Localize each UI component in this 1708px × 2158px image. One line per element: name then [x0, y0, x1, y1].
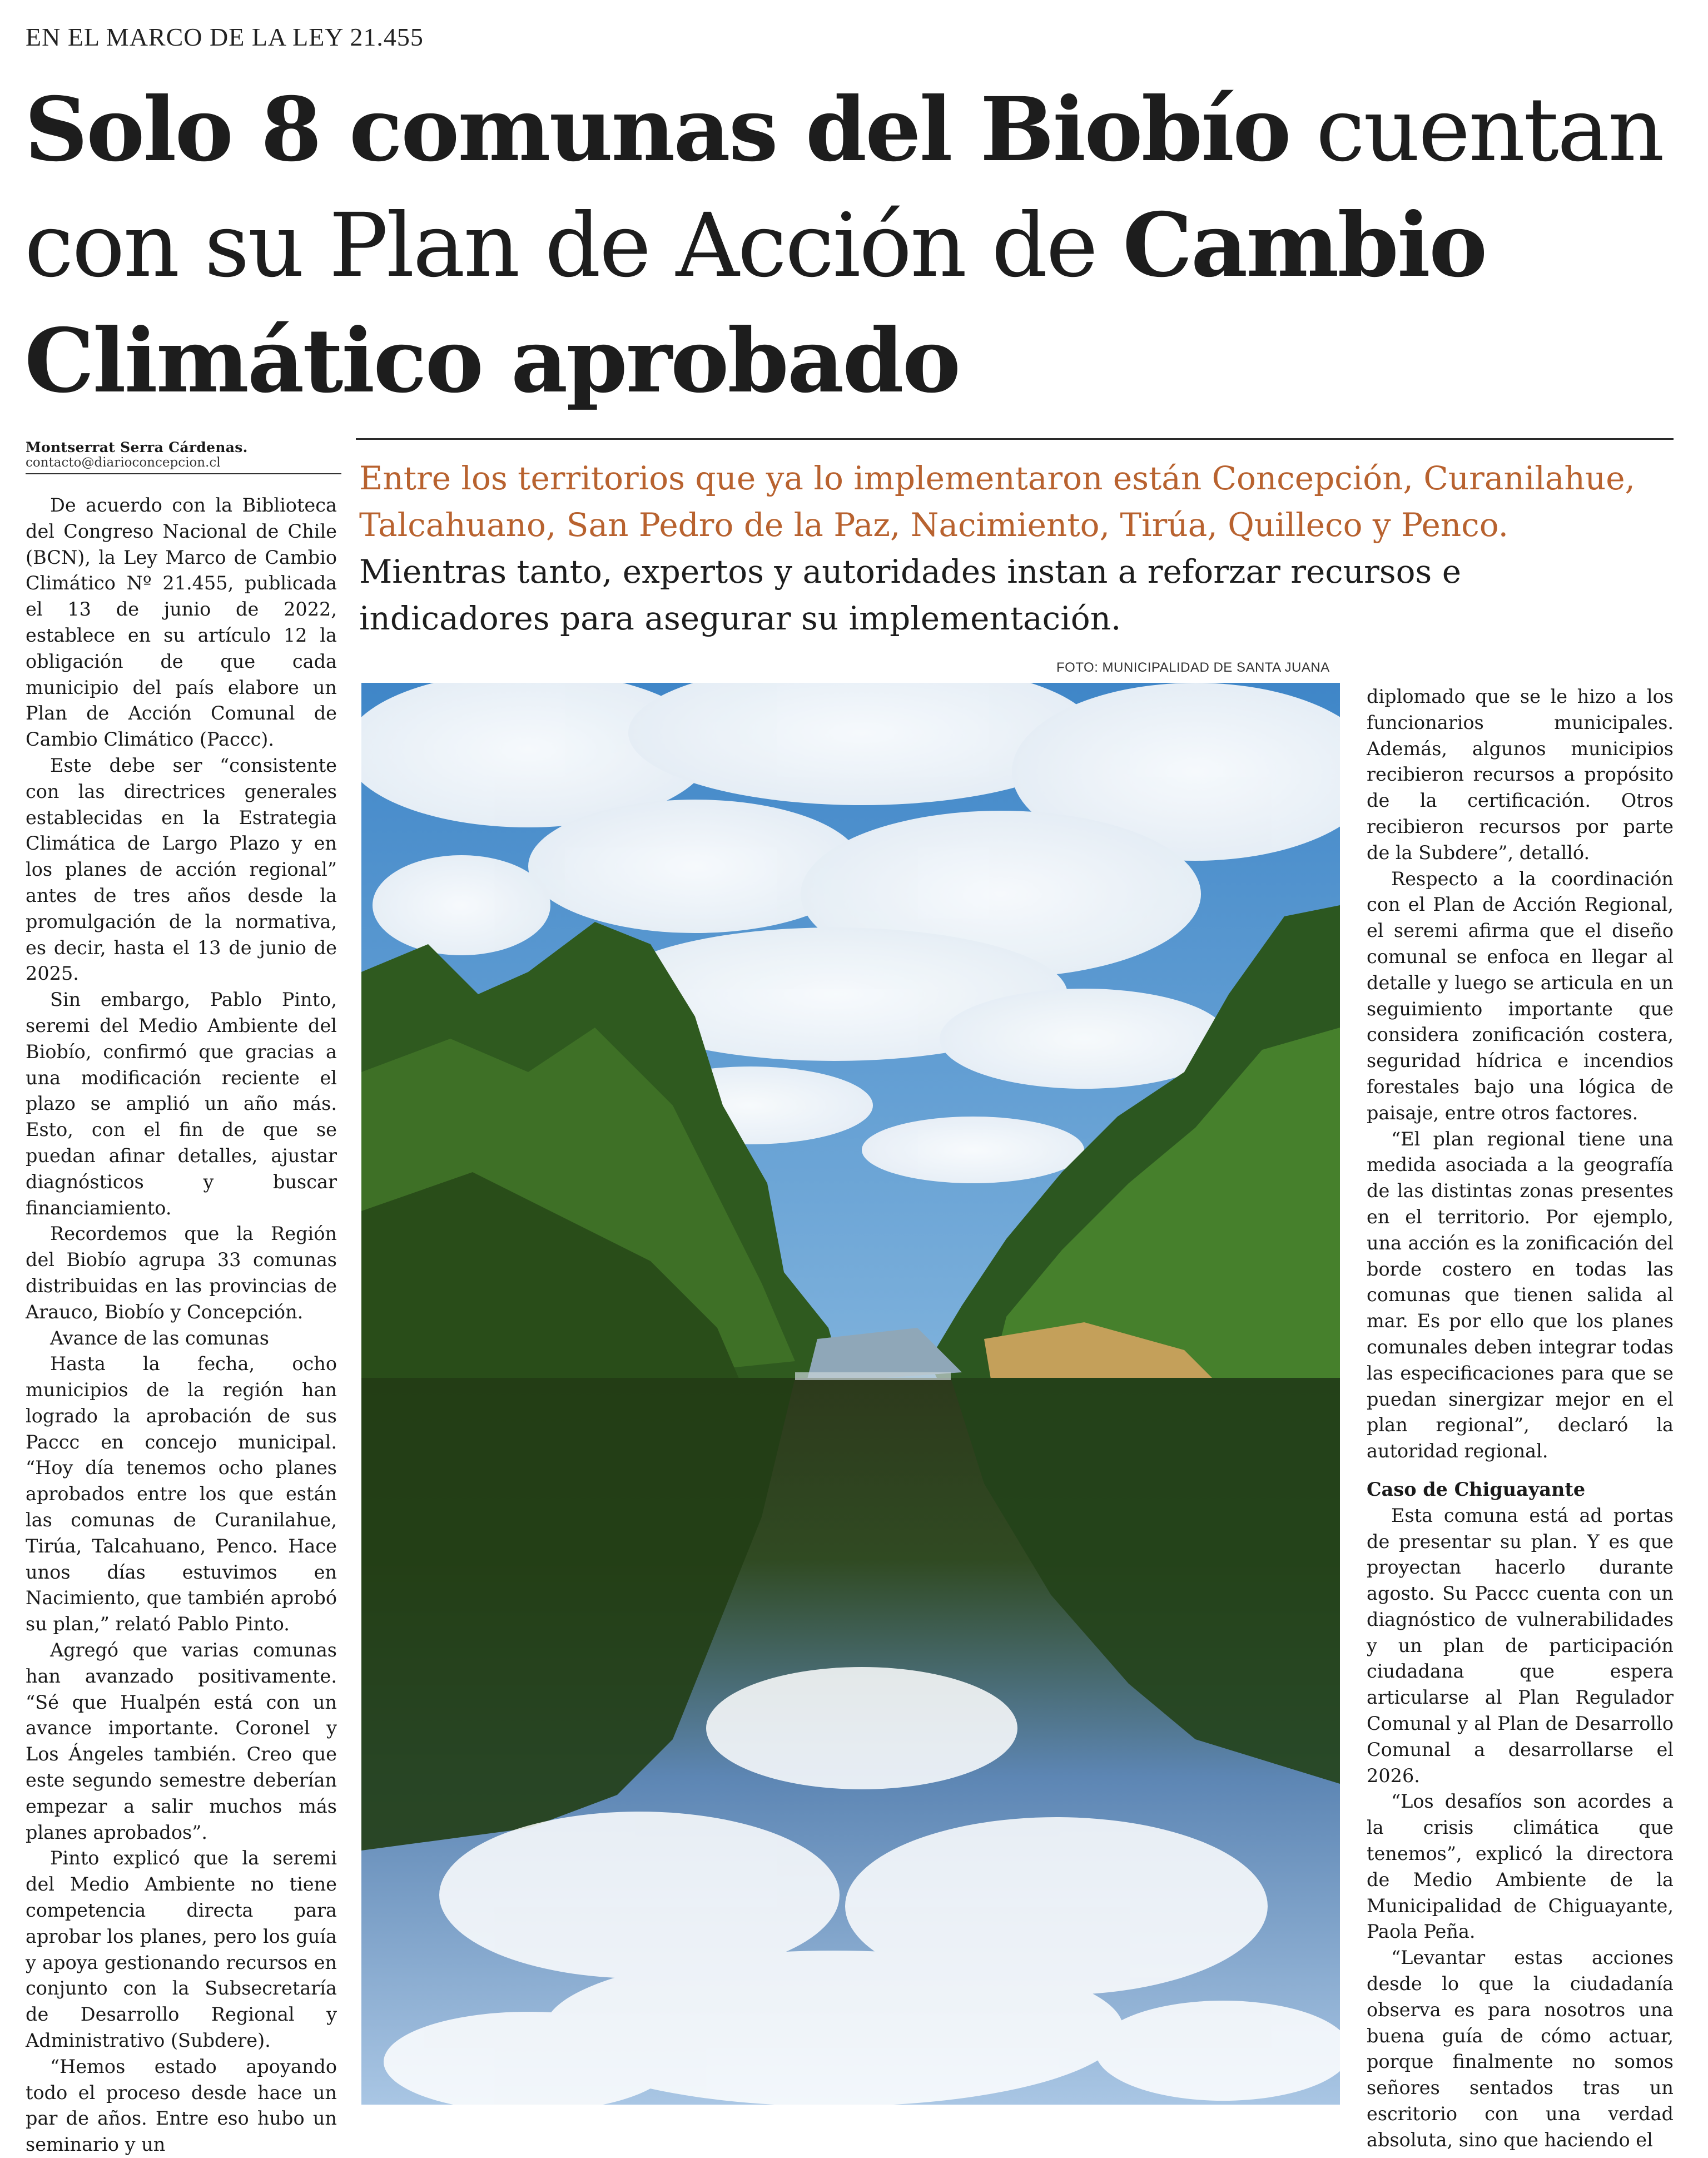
paragraph: Esta comuna está ad portas de presentar su plan. Y es que proyectan hacerlo durante agosto. Su Paccc cuenta con un diagnóstico de vulnerabilidades y un plan de participación ciudadana que espera articularse al Plan Regulador Comunal y al Plan de Desarrollo Comunal a desarrollarse el 2026.: [1367, 1504, 1674, 1787]
headline-regular-part: cuentan con su Plan de Acción de: [24, 79, 1663, 297]
headline: [24, 72, 1670, 419]
paragraph: Hasta la fecha, ocho municipios de la región han logrado la aprobación de sus Paccc en concejo municipal. “Hoy día tenemos ocho planes aprobados entre los que están las comunas de Curanilahue, Tirúa, Talcahuano, Penco. Hace unos días estuvimos en Nacimiento, que también aprobó su plan,” relató Pablo Pinto.: [26, 1353, 337, 1635]
paragraph: Recordemos que la Región del Biobío agrupa 33 comunas distribuidas en las provincias de Arauco, Biobío y Concepción.: [26, 1223, 337, 1323]
paragraph: “Los desafíos son acordes a la crisis climática que tenemos”, explicó la directora de Medio Ambiente de la Municipalidad de Chiguayante, Paola Peña.: [1367, 1790, 1674, 1943]
body-column-1: [26, 493, 337, 2158]
lead-paragraph: [359, 455, 1655, 642]
paragraph: Respecto a la coordinación con el Plan de Acción Regional, el seremi afirma que el diseño comunal se enfoca en llegar al detalle y luego se articula en un seguimiento importante que considera zonificación costera, seguridad hídrica e incendios forestales bajo una lógica de paisaje, entre otros factores.: [1367, 867, 1674, 1124]
paragraph: Sin embargo, Pablo Pinto, seremi del Medio Ambiente del Biobío, confirmó que gracias a una modificación reciente el plazo se amplió un año más. Esto, con el fin de que se puedan afinar detalles, ajustar diagnósticos y buscar financiamiento.: [26, 989, 337, 1219]
lead-divider: [356, 438, 1674, 440]
headline-bold-part-1: Solo 8 comunas del Biobío: [24, 78, 1290, 181]
byline: [26, 439, 341, 474]
paragraph: De acuerdo con la Biblioteca del Congreso Nacional de Chile (BCN), la Ley Marco de Cambio Climático Nº 21.455, publicada el 13 de junio de 2022, establece en su artículo 12 la obligación de que cada municipio del país elabore un Plan de Acción Comunal de Cambio Climático (Paccc).: [26, 494, 337, 751]
photo-credit: FOTO: MUNICIPALIDAD DE SANTA JUANA: [1056, 660, 1330, 675]
subheading: Caso de Chiguayante: [1367, 1478, 1586, 1500]
lead-highlight: Entre los territorios que ya lo implementaron están Concepción, Curanilahue, Talcahuano, San Pedro de la Paz, Nacimiento, Tirúa, Quilleco y Penco.: [359, 459, 1635, 544]
paragraph: Este debe ser “consistente con las directrices generales establecidas en la Estrategia Climática de Largo Plazo y en los planes de acción regional” antes de tres años desde la promulgación de la normativa, es decir, hasta el 13 de junio de 2025.: [26, 754, 337, 985]
river-photo: [361, 683, 1340, 2105]
lead-rest: Mientras tanto, expertos y autoridades instan a reforzar recursos e indicadores para asegurar su implementación.: [359, 553, 1462, 637]
paragraph: “El plan regional tiene una medida asociada a la geografía de las distintas zonas presentes en el territorio. Por ejemplo, una acción es la zonificación del borde costero en todas las comunas que tienen salida al mar. Es por ello que los planes comunales deben integrar todas las especificaciones para que se puedan sinergizar mejor en el plan regional”, declaró la autoridad regional.: [1367, 1128, 1674, 1462]
paragraph: diplomado que se le hizo a los funcionarios municipales. Además, algunos municipios recibieron recursos a propósito de la certificación. Otros recibieron recursos por parte de la Subdere”, detalló.: [1367, 686, 1674, 864]
kicker: EN EL MARCO DE LA LEY 21.455: [26, 23, 424, 51]
headline-bold-part-2: Cambio Climático aprobado: [24, 194, 1486, 413]
paragraph: Pinto explicó que la seremi del Medio Ambiente no tiene competencia directa para aprobar los planes, pero los guía y apoya gestionando recursos en conjunto con la Subsecretaría de Desarrollo Regional y Administrativo (Subdere).: [26, 1847, 337, 2052]
author-email: contacto@diarioconcepcion.cl: [26, 455, 341, 474]
paragraph: “Hemos estado apoyando todo el proceso desde hace un par de años. Entre eso hubo un seminario y un: [26, 2055, 337, 2156]
paragraph: Agregó que varias comunas han avanzado positivamente. “Sé que Hualpén está con un avance importante. Coronel y Los Ángeles también. Creo que este segundo semestre deberían empezar a salir muchos más planes aprobados”.: [26, 1639, 337, 1843]
subheading: Avance de las comunas: [50, 1327, 270, 1349]
paragraph: “Levantar estas acciones desde lo que la ciudadanía observa es para nosotros una buena guía de cómo actuar, porque finalmente no somos señores sentados tras un escritorio con una verdad absoluta, sino que haciendo el: [1367, 1947, 1674, 2151]
body-column-3: [1367, 684, 1674, 2154]
author-name: Montserrat Serra Cárdenas.: [26, 439, 248, 455]
